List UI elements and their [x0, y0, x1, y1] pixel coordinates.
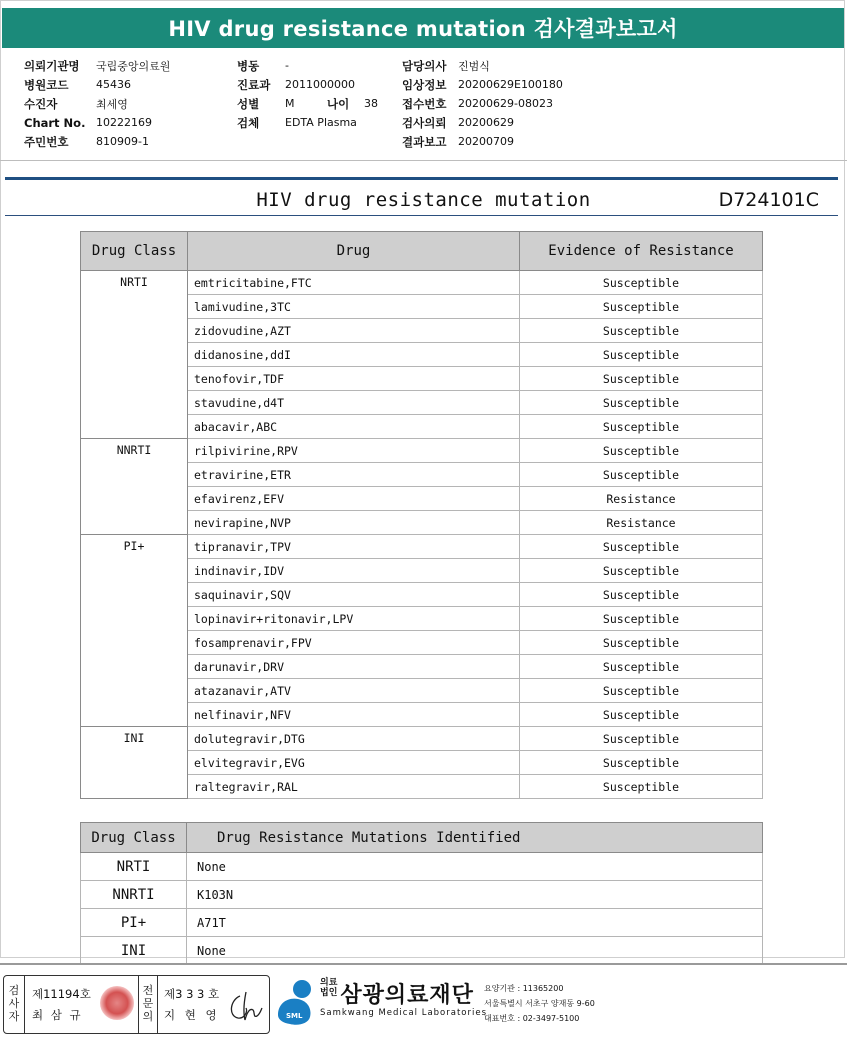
specialist-label: 전문의 — [142, 984, 154, 1023]
evidence-cell: Susceptible — [520, 343, 763, 367]
info-value: 20200629-08023 — [458, 97, 553, 110]
org-name: 삼광의료재단 — [340, 983, 474, 1008]
org-prefix — [320, 978, 337, 998]
drug-class-cell: INI — [81, 727, 188, 799]
evidence-cell: Susceptible — [520, 295, 763, 319]
evidence-cell: Susceptible — [520, 367, 763, 391]
contact-line: 요양기관 : 11365200 — [484, 984, 564, 993]
patient-info-col3 — [402, 56, 563, 151]
table-row — [81, 727, 763, 751]
test-code: D724101C — [718, 189, 819, 211]
evidence-cell: Susceptible — [520, 775, 763, 799]
evidence-cell: Susceptible — [520, 727, 763, 751]
info-row — [237, 56, 357, 75]
mutation-cell: None — [187, 937, 763, 965]
drug-class-cell: NRTI — [81, 271, 188, 439]
evidence-cell: Susceptible — [520, 583, 763, 607]
inspector-name: 최 삼 규 — [32, 1008, 83, 1022]
drug-cell: fosamprenavir,FPV — [188, 631, 520, 655]
evidence-cell: Susceptible — [520, 415, 763, 439]
drug-cell: stavudine,d4T — [188, 391, 520, 415]
info-row — [237, 75, 357, 94]
info-row — [24, 56, 170, 75]
logo-text: SML — [286, 1012, 303, 1020]
info-value: - — [285, 59, 289, 72]
info-row — [402, 56, 563, 75]
drug-cell: efavirenz,EFV — [188, 487, 520, 511]
sig-divider — [24, 976, 25, 1033]
table-row — [81, 853, 763, 881]
table-row — [81, 271, 763, 295]
drug-cell: elvitegravir,EVG — [188, 751, 520, 775]
drug-cell: saquinavir,SQV — [188, 583, 520, 607]
org-english-name: Samkwang Medical Laboratories — [320, 1008, 488, 1018]
mutation-cell: A71T — [187, 909, 763, 937]
age-value: 38 — [364, 97, 378, 110]
drug-cell: tipranavir,TPV — [188, 535, 520, 559]
evidence-cell: Susceptible — [520, 319, 763, 343]
drug-cell: zidovudine,AZT — [188, 319, 520, 343]
drug-cell: dolutegravir,DTG — [188, 727, 520, 751]
drug-cell: atazanavir,ATV — [188, 679, 520, 703]
info-label: 검사의뢰 — [402, 115, 447, 130]
table-row — [81, 909, 763, 937]
drug-cell: abacavir,ABC — [188, 415, 520, 439]
age-label: 나이 — [327, 96, 350, 111]
section-top-rule — [5, 177, 838, 180]
table-row — [81, 535, 763, 559]
mutation-table — [80, 822, 763, 965]
evidence-cell: Susceptible — [520, 535, 763, 559]
info-row — [402, 94, 563, 113]
mutation-class-cell: PI+ — [81, 909, 187, 937]
header-mut-drug-class: Drug Class — [81, 823, 187, 853]
evidence-cell: Susceptible — [520, 751, 763, 775]
info-value: M — [285, 97, 295, 110]
mutation-class-cell: INI — [81, 937, 187, 965]
mutation-cell: K103N — [187, 881, 763, 909]
resistance-table-header — [81, 232, 763, 271]
contact-line: 서울특별시 서초구 양재동 9-60 — [484, 999, 595, 1008]
drug-cell: didanosine,ddI — [188, 343, 520, 367]
sig-divider — [157, 976, 158, 1033]
handwritten-signature — [226, 988, 264, 1024]
sml-logo-icon — [272, 977, 320, 1027]
info-value: 2011000000 — [285, 78, 355, 91]
evidence-cell: Susceptible — [520, 655, 763, 679]
evidence-cell: Susceptible — [520, 607, 763, 631]
drug-cell: indinavir,IDV — [188, 559, 520, 583]
patient-info-col1 — [24, 56, 170, 151]
specialist-name: 지 현 영 — [164, 1008, 220, 1022]
evidence-cell: Susceptible — [520, 703, 763, 727]
info-label: 접수번호 — [402, 96, 447, 111]
info-label: 주민번호 — [24, 134, 69, 149]
signature-box — [3, 975, 270, 1034]
evidence-cell: Resistance — [520, 511, 763, 535]
info-row — [24, 75, 170, 94]
drug-cell: raltegravir,RAL — [188, 775, 520, 799]
organization-block — [320, 978, 487, 1018]
footer-divider — [0, 963, 847, 965]
info-label: 병원코드 — [24, 77, 69, 92]
info-value: 10222169 — [96, 116, 152, 129]
info-row — [24, 113, 170, 132]
evidence-cell: Susceptible — [520, 391, 763, 415]
evidence-cell: Susceptible — [520, 559, 763, 583]
info-label: 임상정보 — [402, 77, 447, 92]
table-row — [81, 881, 763, 909]
mutation-table-header — [81, 823, 763, 853]
section-bottom-rule — [5, 215, 838, 216]
info-label: 검체 — [237, 115, 260, 130]
evidence-cell: Susceptible — [520, 439, 763, 463]
header-drug: Drug — [188, 232, 520, 271]
resistance-table — [80, 231, 763, 799]
drug-cell: emtricitabine,FTC — [188, 271, 520, 295]
header-mutations: Drug Resistance Mutations Identified — [187, 823, 763, 853]
sig-divider — [138, 976, 139, 1033]
header-drug-class: Drug Class — [81, 232, 188, 271]
evidence-cell: Resistance — [520, 487, 763, 511]
info-value: EDTA Plasma — [285, 116, 357, 129]
header-divider — [0, 160, 847, 161]
info-label: Chart No. — [24, 115, 86, 130]
evidence-cell: Susceptible — [520, 679, 763, 703]
info-value: 최세영 — [96, 97, 128, 111]
inspector-number: 제11194호 — [32, 987, 91, 1001]
info-row — [237, 113, 357, 132]
drug-cell: nevirapine,NVP — [188, 511, 520, 535]
info-value: 810909-1 — [96, 135, 149, 148]
evidence-cell: Susceptible — [520, 271, 763, 295]
info-value: 20200629E100180 — [458, 78, 563, 91]
info-row — [402, 113, 563, 132]
info-label: 결과보고 — [402, 134, 447, 149]
info-label: 의뢰기관명 — [24, 58, 80, 73]
contact-line: 대표번호 : 02-3497-5100 — [484, 1014, 580, 1023]
info-row — [24, 94, 170, 113]
info-label: 수진자 — [24, 96, 58, 111]
report-title: HIV drug resistance mutation 검사결과보고서 — [2, 8, 844, 48]
drug-class-cell: NNRTI — [81, 439, 188, 535]
evidence-cell: Susceptible — [520, 463, 763, 487]
drug-cell: darunavir,DRV — [188, 655, 520, 679]
mutation-class-cell: NRTI — [81, 853, 187, 881]
table-row — [81, 937, 763, 965]
info-label: 병동 — [237, 58, 260, 73]
info-value: 20200629 — [458, 116, 514, 129]
mutation-cell: None — [187, 853, 763, 881]
info-value: 45436 — [96, 78, 131, 91]
header-evidence: Evidence of Resistance — [520, 232, 763, 271]
info-value: 진범식 — [458, 59, 490, 73]
table-row — [81, 439, 763, 463]
info-row — [402, 75, 563, 94]
org-prefix-2: 법인 — [320, 988, 338, 998]
drug-cell: nelfinavir,NFV — [188, 703, 520, 727]
age-field — [327, 94, 378, 113]
info-value: 20200709 — [458, 135, 514, 148]
info-value: 국립중앙의료원 — [96, 59, 171, 73]
contact-info — [484, 981, 595, 1026]
section-title: HIV drug resistance mutation — [256, 189, 591, 211]
org-prefix-1: 의료 — [320, 978, 338, 988]
info-label: 진료과 — [237, 77, 271, 92]
drug-cell: lopinavir+ritonavir,LPV — [188, 607, 520, 631]
inspector-seal — [100, 986, 134, 1020]
drug-cell: etravirine,ETR — [188, 463, 520, 487]
mutation-class-cell: NNRTI — [81, 881, 187, 909]
drug-cell: tenofovir,TDF — [188, 367, 520, 391]
drug-cell: lamivudine,3TC — [188, 295, 520, 319]
info-row — [24, 132, 170, 151]
info-label: 담당의사 — [402, 58, 447, 73]
specialist-number: 제3 3 3 호 — [164, 987, 220, 1001]
drug-class-cell: PI+ — [81, 535, 188, 727]
info-row — [402, 132, 563, 151]
drug-cell: rilpivirine,RPV — [188, 439, 520, 463]
info-label: 성별 — [237, 96, 260, 111]
evidence-cell: Susceptible — [520, 631, 763, 655]
inspector-label: 검사자 — [8, 984, 20, 1023]
